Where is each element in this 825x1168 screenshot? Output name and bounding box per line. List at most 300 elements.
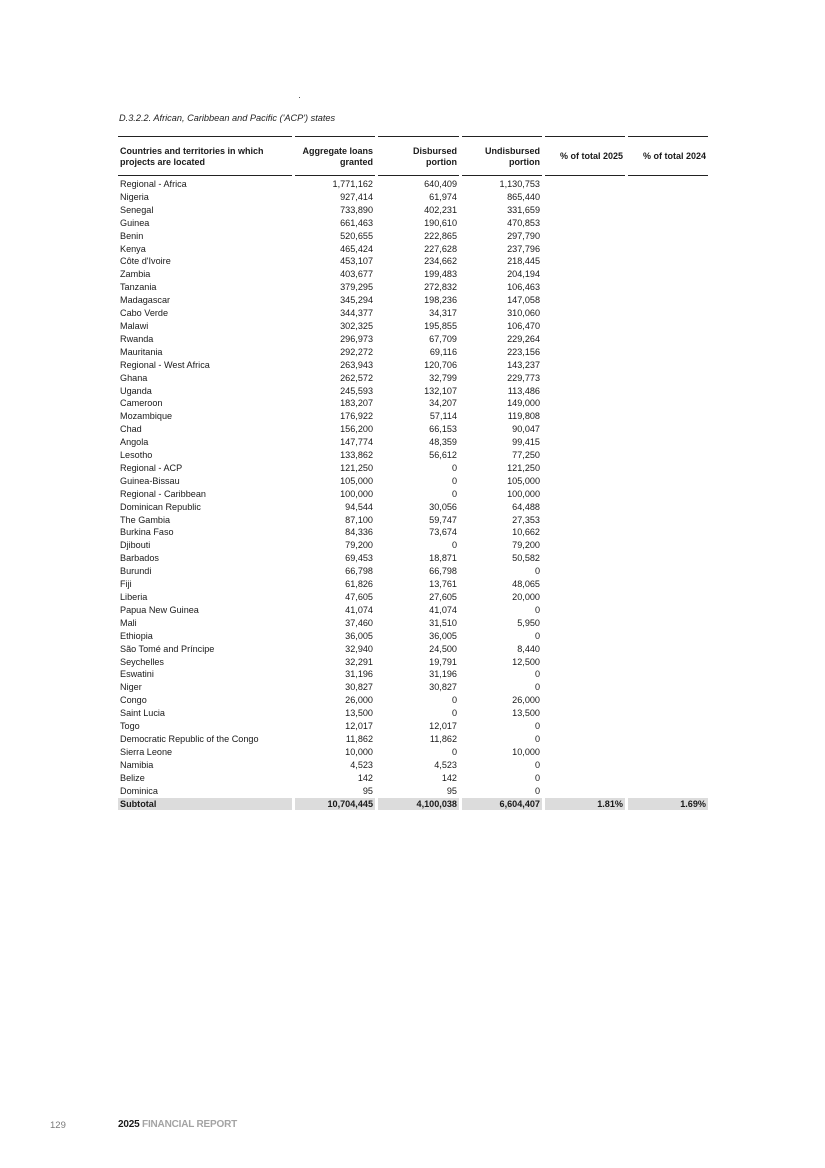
cell-disbursed: 234,662 — [424, 256, 457, 267]
table-row — [118, 681, 708, 694]
cell-undisbursed: 204,194 — [507, 269, 540, 280]
cell-disbursed: 61,974 — [429, 191, 457, 202]
cell-undisbursed: 218,445 — [507, 256, 540, 267]
cell-undisbursed: 106,463 — [507, 282, 540, 293]
cell-pct2024 — [628, 681, 708, 694]
cell-pct2025 — [545, 681, 625, 694]
cell-disbursed: 198,236 — [424, 295, 457, 306]
cell-aggregate: 37,460 — [345, 617, 373, 628]
cell-disbursed: 640,409 — [424, 179, 457, 189]
cell-disbursed: 13,761 — [429, 579, 457, 590]
cell-disbursed: 222,865 — [424, 230, 457, 241]
cell-pct2024 — [628, 526, 708, 539]
cell-pct2025 — [545, 268, 625, 281]
table-row — [118, 385, 708, 398]
table-row — [118, 720, 708, 733]
table-row — [118, 643, 708, 656]
footer-year: 2025 — [118, 1119, 140, 1130]
cell-disbursed: 36,005 — [429, 630, 457, 641]
cell-pct2024 — [628, 630, 708, 643]
cell-pct2025 — [545, 294, 625, 307]
cell-disbursed: 41,074 — [429, 604, 457, 615]
cell-aggregate: 379,295 — [340, 282, 373, 293]
subtotal-pct2025: 1.81% — [545, 798, 625, 811]
cell-pct2025 — [545, 578, 625, 591]
cell-aggregate: 32,291 — [345, 656, 373, 667]
cell-aggregate: 453,107 — [340, 256, 373, 267]
cell-pct2025 — [545, 539, 625, 552]
cell-country: Lesotho — [120, 450, 153, 461]
cell-undisbursed: 865,440 — [507, 191, 540, 202]
table-row — [118, 268, 708, 281]
cell-undisbursed: 0 — [534, 566, 540, 577]
cell-pct2025 — [545, 565, 625, 578]
cell-pct2024 — [628, 488, 708, 501]
cell-aggregate: 121,250 — [340, 462, 373, 473]
cell-undisbursed: 0 — [534, 630, 540, 641]
cell-pct2024 — [628, 294, 708, 307]
cell-disbursed: 24,500 — [429, 643, 457, 654]
table-row — [118, 707, 708, 720]
cell-country: Rwanda — [120, 333, 154, 344]
cell-pct2025 — [545, 372, 625, 385]
cell-country: Congo — [120, 695, 147, 706]
cell-aggregate: 79,200 — [345, 540, 373, 551]
table-row — [118, 668, 708, 681]
cell-disbursed: 27,605 — [429, 592, 457, 602]
cell-country: Sierra Leone — [120, 746, 173, 757]
cell-pct2024 — [628, 746, 708, 759]
cell-pct2025 — [545, 176, 625, 191]
cell-pct2025 — [545, 449, 625, 462]
cell-country: Regional - Africa — [120, 179, 187, 189]
cell-pct2025 — [545, 668, 625, 681]
cell-pct2025 — [545, 720, 625, 733]
table-row — [118, 591, 708, 604]
cell-pct2024 — [628, 668, 708, 681]
cell-pct2025 — [545, 785, 625, 798]
cell-pct2025 — [545, 733, 625, 746]
cell-undisbursed: 99,415 — [512, 437, 540, 448]
cell-undisbursed: 149,000 — [507, 398, 540, 409]
cell-pct2024 — [628, 176, 708, 191]
table-row — [118, 204, 708, 217]
cell-undisbursed: 10,000 — [512, 746, 540, 757]
cell-aggregate: 12,017 — [345, 721, 373, 732]
cell-aggregate: 245,593 — [340, 385, 373, 396]
cell-country: Dominican Republic — [120, 501, 201, 512]
cell-pct2024 — [628, 410, 708, 423]
cell-pct2024 — [628, 475, 708, 488]
cell-pct2024 — [628, 720, 708, 733]
cell-disbursed: 272,832 — [424, 282, 457, 293]
cell-aggregate: 13,500 — [345, 708, 373, 719]
cell-undisbursed: 27,353 — [512, 514, 540, 525]
cell-undisbursed: 90,047 — [512, 424, 540, 435]
cell-aggregate: 4,523 — [350, 759, 373, 770]
table-row — [118, 759, 708, 772]
table-row — [118, 475, 708, 488]
table-row — [118, 578, 708, 591]
cell-pct2024 — [628, 255, 708, 268]
cell-undisbursed: 470,853 — [507, 217, 540, 228]
cell-undisbursed: 0 — [534, 772, 540, 783]
cell-pct2025 — [545, 307, 625, 320]
cell-country: Saint Lucia — [120, 708, 165, 719]
cell-disbursed: 0 — [451, 462, 457, 473]
table-row — [118, 733, 708, 746]
cell-aggregate: 69,453 — [345, 553, 373, 564]
table-row — [118, 565, 708, 578]
table-row — [118, 656, 708, 669]
cell-pct2024 — [628, 307, 708, 320]
cell-aggregate: 147,774 — [340, 437, 373, 448]
cell-country: Eswatini — [120, 669, 154, 680]
cell-aggregate: 133,862 — [340, 450, 373, 461]
cell-aggregate: 520,655 — [340, 230, 373, 241]
cell-pct2024 — [628, 385, 708, 398]
cell-disbursed: 11,862 — [429, 733, 457, 744]
cell-pct2025 — [545, 514, 625, 527]
cell-disbursed: 0 — [451, 475, 457, 486]
cell-pct2024 — [628, 372, 708, 385]
cell-disbursed: 12,017 — [429, 721, 457, 732]
cell-undisbursed: 229,773 — [507, 372, 540, 383]
cell-country: Regional - West Africa — [120, 359, 210, 370]
cell-disbursed: 69,116 — [429, 346, 457, 357]
cell-pct2025 — [545, 359, 625, 372]
cell-undisbursed: 10,662 — [512, 527, 540, 538]
acp-loans-table — [115, 136, 711, 810]
cell-pct2024 — [628, 617, 708, 630]
cell-disbursed: 142 — [441, 772, 457, 783]
cell-disbursed: 31,510 — [429, 617, 457, 628]
page-number: 129 — [50, 1120, 66, 1131]
cell-undisbursed: 143,237 — [507, 359, 540, 370]
cell-aggregate: 87,100 — [345, 514, 373, 525]
table-row — [118, 346, 708, 359]
table-row — [118, 539, 708, 552]
cell-undisbursed: 8,440 — [517, 643, 540, 654]
cell-disbursed: 227,628 — [424, 243, 457, 254]
cell-undisbursed: 50,582 — [512, 553, 540, 564]
table-row — [118, 501, 708, 514]
table-body — [118, 176, 708, 810]
cell-pct2024 — [628, 578, 708, 591]
cell-aggregate: 10,000 — [345, 746, 373, 757]
cell-undisbursed: 0 — [534, 682, 540, 693]
cell-disbursed: 190,610 — [424, 217, 457, 228]
table-row — [118, 449, 708, 462]
cell-pct2025 — [545, 191, 625, 204]
cell-undisbursed: 13,500 — [512, 708, 540, 719]
cell-aggregate: 403,677 — [340, 269, 373, 280]
cell-country: Côte d'Ivoire — [120, 256, 171, 267]
cell-pct2025 — [545, 591, 625, 604]
table-row — [118, 230, 708, 243]
cell-disbursed: 56,612 — [429, 450, 457, 461]
cell-country: Djibouti — [120, 540, 151, 551]
cell-aggregate: 661,463 — [340, 217, 373, 228]
cell-country: Regional - Caribbean — [120, 488, 206, 499]
cell-pct2025 — [545, 772, 625, 785]
cell-pct2025 — [545, 410, 625, 423]
table-row — [118, 746, 708, 759]
header-pct-2024: % of total 2024 — [628, 136, 708, 176]
cell-aggregate: 94,544 — [345, 501, 373, 512]
cell-pct2024 — [628, 514, 708, 527]
cell-disbursed: 0 — [451, 708, 457, 719]
cell-aggregate: 1,771,162 — [332, 179, 373, 189]
cell-country: Niger — [120, 682, 142, 693]
cell-pct2025 — [545, 397, 625, 410]
cell-pct2024 — [628, 694, 708, 707]
cell-aggregate: 292,272 — [340, 346, 373, 357]
cell-disbursed: 66,153 — [429, 424, 457, 435]
cell-aggregate: 262,572 — [340, 372, 373, 383]
cell-disbursed: 0 — [451, 695, 457, 706]
table-row — [118, 191, 708, 204]
cell-pct2024 — [628, 656, 708, 669]
cell-disbursed: 34,317 — [429, 308, 457, 319]
cell-country: Ethiopia — [120, 630, 153, 641]
cell-undisbursed: 223,156 — [507, 346, 540, 357]
cell-undisbursed: 121,250 — [507, 462, 540, 473]
cell-country: Togo — [120, 721, 140, 732]
cell-pct2025 — [545, 243, 625, 256]
cell-aggregate: 344,377 — [340, 308, 373, 319]
cell-pct2025 — [545, 204, 625, 217]
cell-disbursed: 66,798 — [429, 566, 457, 577]
cell-aggregate: 32,940 — [345, 643, 373, 654]
table-row — [118, 255, 708, 268]
table-row — [118, 359, 708, 372]
cell-undisbursed: 64,488 — [512, 501, 540, 512]
cell-disbursed: 0 — [451, 488, 457, 499]
table-row — [118, 176, 708, 191]
table-row — [118, 772, 708, 785]
cell-disbursed: 120,706 — [424, 359, 457, 370]
cell-pct2024 — [628, 707, 708, 720]
cell-disbursed: 57,114 — [429, 411, 457, 422]
cell-disbursed: 132,107 — [424, 385, 457, 396]
cell-country: Liberia — [120, 592, 148, 602]
cell-pct2025 — [545, 346, 625, 359]
cell-pct2025 — [545, 707, 625, 720]
cell-pct2024 — [628, 320, 708, 333]
cell-pct2025 — [545, 385, 625, 398]
cell-country: Guinea-Bissau — [120, 475, 180, 486]
cell-pct2025 — [545, 423, 625, 436]
cell-pct2025 — [545, 694, 625, 707]
cell-country: Kenya — [120, 243, 146, 254]
cell-aggregate: 47,605 — [345, 592, 373, 602]
table-row — [118, 243, 708, 256]
cell-aggregate: 11,862 — [345, 733, 373, 744]
table-row — [118, 410, 708, 423]
cell-country: Chad — [120, 424, 142, 435]
cell-undisbursed: 12,500 — [512, 656, 540, 667]
cell-aggregate: 733,890 — [340, 204, 373, 215]
cell-pct2024 — [628, 591, 708, 604]
subtotal-label: Subtotal — [118, 798, 292, 811]
table-row — [118, 462, 708, 475]
cell-disbursed: 195,855 — [424, 320, 457, 331]
subtotal-aggregate: 10,704,445 — [295, 798, 375, 811]
table-header-row — [118, 136, 708, 176]
cell-country: Fiji — [120, 579, 132, 590]
cell-pct2024 — [628, 436, 708, 449]
cell-undisbursed: 106,470 — [507, 320, 540, 331]
table-row — [118, 217, 708, 230]
table-row — [118, 604, 708, 617]
cell-pct2025 — [545, 630, 625, 643]
cell-pct2025 — [545, 230, 625, 243]
table-row — [118, 552, 708, 565]
cell-pct2024 — [628, 501, 708, 514]
cell-country: Democratic Republic of the Congo — [120, 733, 259, 744]
cell-country: Cameroon — [120, 398, 163, 409]
cell-country: The Gambia — [120, 514, 171, 525]
cell-country: Burkina Faso — [120, 527, 174, 538]
cell-pct2024 — [628, 359, 708, 372]
cell-undisbursed: 48,065 — [512, 579, 540, 590]
cell-pct2024 — [628, 552, 708, 565]
cell-country: Senegal — [120, 204, 154, 215]
table-row — [118, 320, 708, 333]
cell-disbursed: 59,747 — [429, 514, 457, 525]
footer-label: FINANCIAL REPORT — [142, 1119, 237, 1130]
cell-aggregate: 345,294 — [340, 295, 373, 306]
cell-pct2024 — [628, 204, 708, 217]
header-pct-2025: % of total 2025 — [545, 136, 625, 176]
cell-disbursed: 32,799 — [429, 372, 457, 383]
cell-aggregate: 465,424 — [340, 243, 373, 254]
cell-pct2025 — [545, 501, 625, 514]
cell-country: Madagascar — [120, 295, 171, 306]
cell-pct2025 — [545, 656, 625, 669]
cell-pct2025 — [545, 333, 625, 346]
cell-pct2025 — [545, 617, 625, 630]
cell-pct2024 — [628, 462, 708, 475]
cell-aggregate: 66,798 — [345, 566, 373, 577]
cell-undisbursed: 119,808 — [507, 411, 540, 422]
cell-undisbursed: 0 — [534, 721, 540, 732]
cell-undisbursed: 310,060 — [507, 308, 540, 319]
cell-aggregate: 41,074 — [345, 604, 373, 615]
section-title: D.3.2.2. African, Caribbean and Pacific ('ACP') states — [119, 113, 336, 123]
cell-pct2025 — [545, 475, 625, 488]
cell-disbursed: 95 — [446, 785, 457, 796]
cell-aggregate: 142 — [357, 772, 373, 783]
cell-pct2024 — [628, 539, 708, 552]
subtotal-pct2024: 1.69% — [628, 798, 708, 811]
cell-country: Dominica — [120, 785, 158, 796]
cell-aggregate: 263,943 — [340, 359, 373, 370]
cell-undisbursed: 229,264 — [507, 333, 540, 344]
cell-country: Zambia — [120, 269, 151, 280]
cell-pct2025 — [545, 281, 625, 294]
cell-pct2025 — [545, 746, 625, 759]
cell-undisbursed: 0 — [534, 669, 540, 680]
cell-disbursed: 30,827 — [429, 682, 457, 693]
table-row — [118, 514, 708, 527]
cell-pct2025 — [545, 320, 625, 333]
cell-country: Barbados — [120, 553, 159, 564]
cell-country: Nigeria — [120, 191, 149, 202]
cell-undisbursed: 147,058 — [507, 295, 540, 306]
cell-pct2025 — [545, 436, 625, 449]
cell-undisbursed: 0 — [534, 733, 540, 744]
cell-pct2024 — [628, 759, 708, 772]
cell-country: Ghana — [120, 372, 148, 383]
cell-pct2024 — [628, 333, 708, 346]
cell-country: Uganda — [120, 385, 152, 396]
cell-pct2024 — [628, 191, 708, 204]
cell-aggregate: 30,827 — [345, 682, 373, 693]
cell-pct2024 — [628, 346, 708, 359]
cell-pct2024 — [628, 423, 708, 436]
cell-undisbursed: 0 — [534, 604, 540, 615]
cell-disbursed: 34,207 — [429, 398, 457, 409]
cell-country: Malawi — [120, 320, 149, 331]
cell-aggregate: 36,005 — [345, 630, 373, 641]
cell-undisbursed: 5,950 — [517, 617, 540, 628]
cell-country: Seychelles — [120, 656, 164, 667]
header-undisbursed: Undisbursed portion — [462, 136, 542, 176]
cell-country: Angola — [120, 437, 149, 448]
cell-country: Guinea — [120, 217, 150, 228]
cell-pct2024 — [628, 772, 708, 785]
cell-aggregate: 183,207 — [340, 398, 373, 409]
cell-disbursed: 4,523 — [434, 759, 457, 770]
cell-pct2025 — [545, 462, 625, 475]
cell-country: Namibia — [120, 759, 154, 770]
cell-undisbursed: 105,000 — [507, 475, 540, 486]
table-row — [118, 397, 708, 410]
cell-pct2024 — [628, 268, 708, 281]
table-row — [118, 372, 708, 385]
cell-disbursed: 0 — [451, 540, 457, 551]
cell-disbursed: 402,231 — [424, 204, 457, 215]
cell-pct2024 — [628, 643, 708, 656]
table-row — [118, 488, 708, 501]
table-row — [118, 436, 708, 449]
cell-aggregate: 31,196 — [345, 669, 373, 680]
cell-pct2024 — [628, 785, 708, 798]
cell-country: Regional - ACP — [120, 462, 183, 473]
cell-country: Mali — [120, 617, 137, 628]
cell-pct2025 — [545, 526, 625, 539]
subtotal-disbursed: 4,100,038 — [378, 798, 459, 811]
table-row — [118, 423, 708, 436]
cell-undisbursed: 77,250 — [512, 450, 540, 461]
cell-pct2024 — [628, 397, 708, 410]
cell-aggregate: 176,922 — [340, 411, 373, 422]
cell-aggregate: 156,200 — [340, 424, 373, 435]
cell-pct2025 — [545, 488, 625, 501]
cell-disbursed: 48,359 — [429, 437, 457, 448]
table-row — [118, 333, 708, 346]
cell-country: São Tomé and Príncipe — [120, 643, 215, 654]
cell-country: Burundi — [120, 566, 152, 577]
cell-undisbursed: 331,659 — [507, 204, 540, 215]
cell-pct2024 — [628, 217, 708, 230]
cell-undisbursed: 100,000 — [507, 488, 540, 499]
cell-pct2024 — [628, 281, 708, 294]
header-aggregate: Aggregate loans granted — [295, 136, 375, 176]
cell-pct2025 — [545, 643, 625, 656]
